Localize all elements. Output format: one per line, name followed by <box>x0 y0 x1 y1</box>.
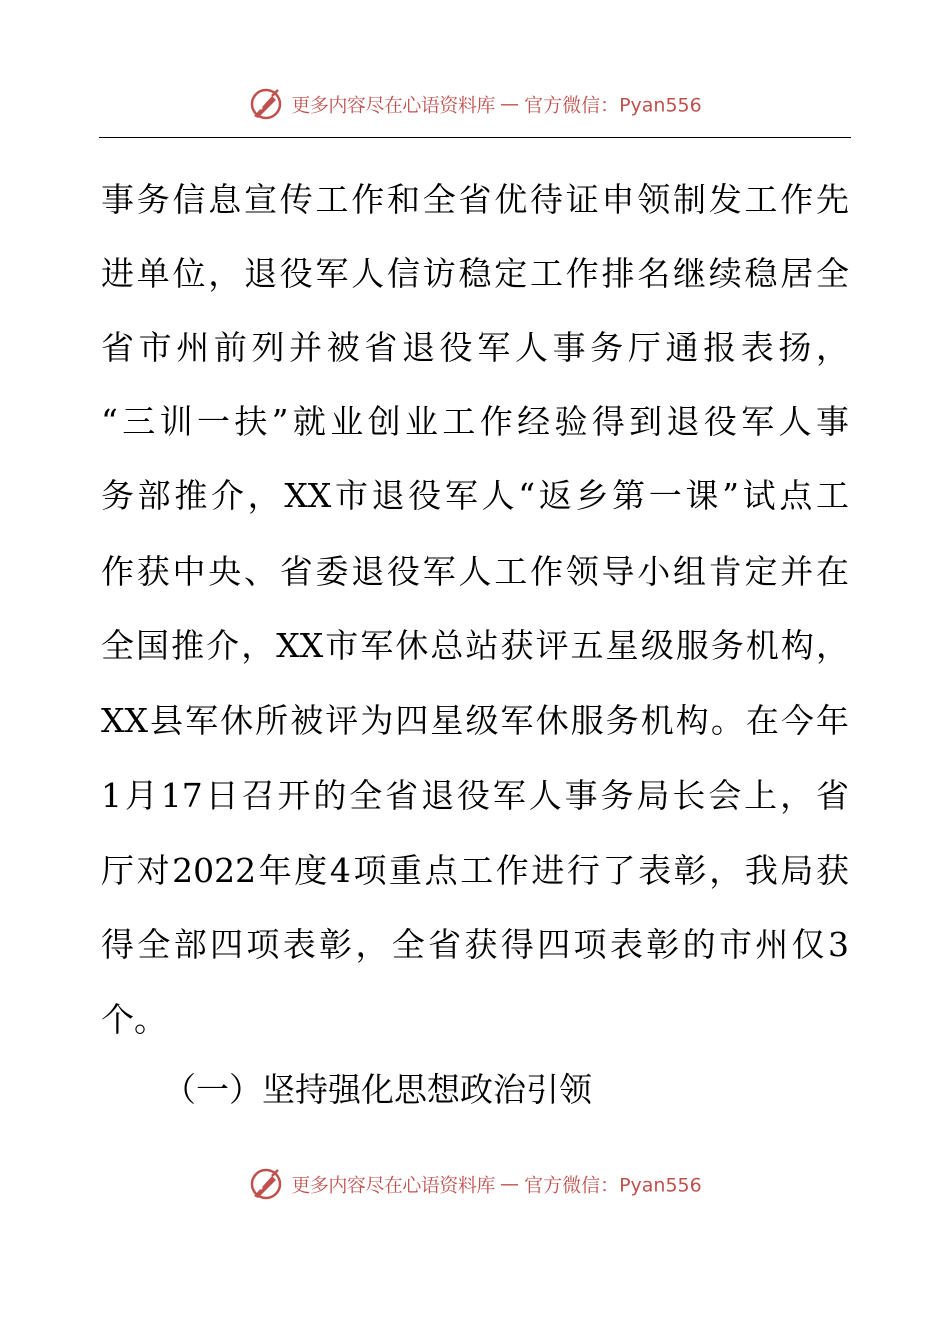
body-line: 作获中央、省委退役军人工作领导小组肯定并在 <box>101 552 849 591</box>
watermark-dash: — <box>499 93 519 115</box>
header-watermark <box>0 86 950 122</box>
watermark-wechat-text: 官方微信：Pyan556 <box>524 1174 702 1197</box>
fountain-pen-logo-icon <box>248 86 284 122</box>
fountain-pen-logo-icon <box>248 1166 284 1202</box>
watermark-lead-text: 更多内容尽在心语资料库 <box>291 1174 495 1197</box>
body-line: 务部推介，XX市退役军人“返乡第一课”试点工 <box>101 476 849 515</box>
watermark-wechat-text: 官方微信：Pyan556 <box>524 94 702 117</box>
section-heading: （一）坚持强化思想政治引领 <box>163 1070 592 1109</box>
body-line: 厅对2022年度4项重点工作进行了表彰，我局获 <box>101 851 849 890</box>
body-line: 事务信息宣传工作和全省优待证申领制发工作先 <box>101 180 849 219</box>
header-rule <box>99 137 851 138</box>
body-line: 得全部四项表彰，全省获得四项表彰的市州仅3 <box>101 925 849 964</box>
watermark-lead-text: 更多内容尽在心语资料库 <box>291 94 495 117</box>
body-line: “三训一扶”就业创业工作经验得到退役军人事 <box>101 402 849 441</box>
body-line: 1月17日召开的全省退役军人事务局长会上，省 <box>101 776 849 815</box>
watermark-dash: — <box>499 1173 519 1195</box>
footer-watermark <box>0 1166 950 1202</box>
body-line: 个。 <box>101 1000 167 1039</box>
body-line: 省市州前列并被省退役军人事务厅通报表扬， <box>101 328 849 367</box>
body-line: 全国推介，XX市军休总站获评五星级服务机构， <box>101 626 849 665</box>
body-line: 进单位，退役军人信访稳定工作排名继续稳居全 <box>101 254 849 293</box>
body-line: XX县军休所被评为四星级军休服务机构。在今年 <box>101 701 849 740</box>
